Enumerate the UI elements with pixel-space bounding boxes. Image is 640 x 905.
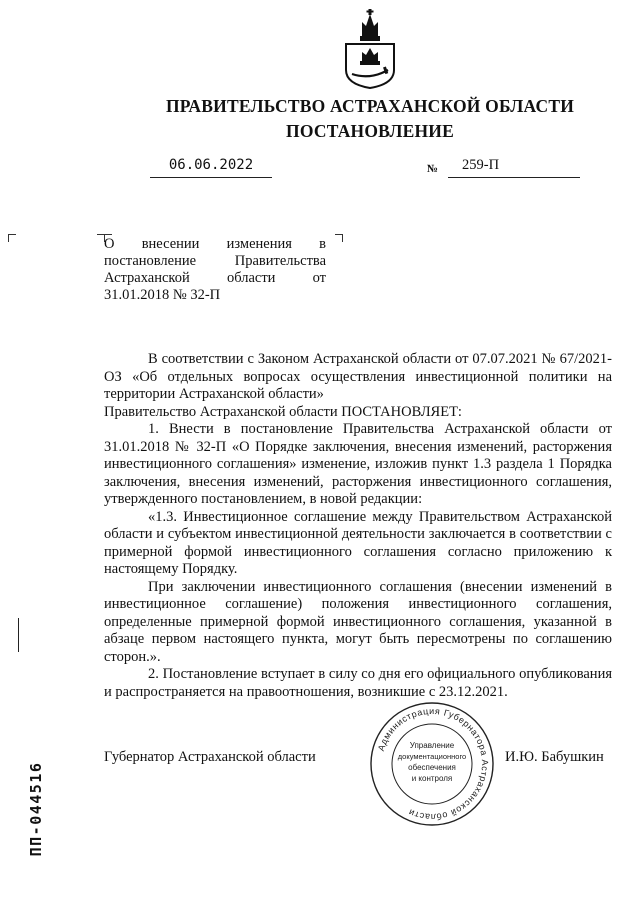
paragraph-preamble: В соответствии с Законом Астраханской области от 07.07.2021 № 67/2021-ОЗ «Об отдельных вопросах осуществления инвестиционной политики на территории Астраханской области» (104, 351, 612, 402)
document-subject: О внесении изменения в постановление Правительства Астраханской области от 31.01.2018 № 32-П (104, 236, 326, 303)
side-serial-code: ПП-044516 (27, 761, 45, 857)
stamp-line-2: документационного (397, 752, 467, 761)
date-underline (150, 177, 272, 178)
margin-mark (18, 618, 19, 652)
coat-of-arms-icon (340, 8, 400, 90)
document-body (104, 351, 612, 701)
signatory-role: Губернатор Астраханской области (104, 749, 316, 765)
corner-mark (335, 234, 343, 242)
stamp-line-4: и контроля (411, 774, 453, 783)
organization-title: ПРАВИТЕЛЬСТВО АСТРАХАНСКОЙ ОБЛАСТИ (165, 96, 575, 116)
stamp-line-3: обеспечения (408, 763, 456, 772)
paragraph-item-1: 1. Внести в постановление Правительства Астраханской области от 31.01.2018 № 32-П «О Порядке заключения, внесения изменений, расторжения инвестиционного соглашения» изменение, изложив пункт 1.3 раздела 1 Порядка заключения, внесения изменений, расторжения инвестиционного соглашения, утвержденного постановлением, в новой редакции: (104, 421, 612, 507)
document-number: 259-П (462, 157, 500, 173)
stamp-line-1: Управление (409, 741, 455, 750)
document-type-title: ПОСТАНОВЛЕНИЕ (286, 121, 454, 141)
number-sign: № (427, 163, 439, 175)
corner-mark (8, 234, 16, 242)
number-underline (448, 177, 580, 178)
paragraph-resolves: Правительство Астраханской области ПОСТАНОВЛЯЕТ: (104, 403, 462, 420)
stamp-ring-text: Администрация Губернатора Астраханской области (375, 705, 491, 823)
paragraph-quote-1-3: «1.3. Инвестиционное соглашение между Правительством Астраханской области и субъектом инвестиционной деятельности заключается в соответствии с примерной формой инвестиционного соглашения согласно приложению к настоящему Порядку. (104, 508, 612, 577)
paragraph-quote-continued: При заключении инвестиционного соглашения (внесении изменений в инвестиционное соглашение) положения инвестиционного соглашения, определенные примерной формой инвестиционного соглашения, указанной в абзаце первом настоящего пункта, могут быть пересмотрены по соглашению сторон.». (104, 578, 612, 665)
paragraph-item-2: 2. Постановление вступает в силу со дня его официального опубликования и распространяется на правоотношения, возникшие с 23.12.2021. (104, 666, 612, 700)
official-stamp (368, 700, 496, 828)
document-date: 06.06.2022 (168, 157, 254, 173)
signatory-name: И.Ю. Бабушкин (505, 749, 604, 765)
